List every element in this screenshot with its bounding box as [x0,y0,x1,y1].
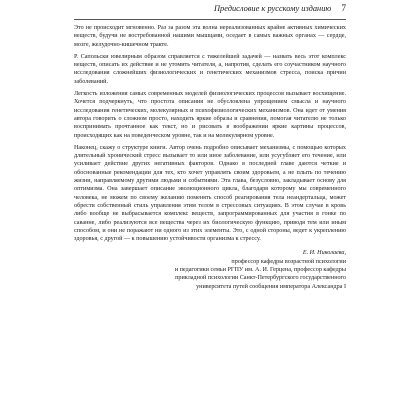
header-rule [74,19,346,20]
body-paragraph: Р. Сапольски ювелирным образом справляется с тяжелейшей задачей — назвать весь этот комплекс веществ, описать их действие и не утомить читателя, а, напротив, сделать его соучастником научного исследования сложнейших физиологических и генетических механизмов стресса, поиска причин заболеваний. [74,53,346,85]
page-body [74,24,346,243]
signature-line: профессор кафедры возрастной психологии [231,258,346,265]
signature-line: университета путей сообщения императора Александра I [196,283,346,290]
body-paragraph: Это не происходит мгновенно. Раз за разом эта волна нереализованных крайне активных химических веществ, будучи не востребованной нашими мышцами, оседает в самых важных органах — сердце, мозге, желудочно-кишечном тракте. [74,25,346,48]
signature-name: Е. И. Николаева, [302,250,346,257]
body-paragraph: Наконец, скажу о структуре книги. Автор очень подробно описывает механизмы, с помощью которых длительный хронический стресс вызывает то или иное заболевание, или усугубляет его течение, или усиливает действие других негативных факторов. Однако в последней главе даются четкие и обоснованные рекомендации для тех, кто хочет управлять своим здоровьем, а не плыть по течению жизни, направляемому другими людьми и событиями. Эта глава, безусловно, закладывает основу для оптимизма. Она завершает описание эволюционного цикла, благодаря которому мы современного человека, не можем по своему желанию поменять способ реагирования тела неандертальца, может обрести собственный стиль управления этим телом в стрессовых ситуациях. В этом случае в кровь либо вообще не выбрасывается комплекс веществ, запрограммированных для участия в гонке по саванне, либо реализуются все вещества через их биологическую функцию, приводя тем или иным способом, и они не поражают ни одного из этих элементы. Это, с одной стороны, ведет к укреплению здоровья, с другой — к повышению устойчивости организма к стрессу. [74,144,346,243]
author-signature [74,249,346,290]
signature-line: прикладной психологии Санкт-Петербургского государственного [175,275,346,282]
running-header [74,4,346,18]
running-header-title: Предисловие к русскому изданию [213,4,332,13]
page-number: 7 [341,4,346,14]
signature-line: и педагогики семьи РГПУ им. А. И. Герцена, профессор кафедры [174,267,346,274]
body-paragraph: Легкость изложения самых современных моделей физиологических процессов вызывает восхищение. Хочется подчеркнуть, что простота описания не обусловлена упрощением смысла и научного исследования генетических, молекулярных и психофизиологических механизмов. Она идет от умения автора говорить о сложном просто, находить яркие образы и сравнения, помогая читателю не только воспринимать прочтанное как текст, но и рисовать в воображении яркие картины процессов, происходящих как на поведенческом уровне, так и на молекулярном уровне. [74,91,346,139]
